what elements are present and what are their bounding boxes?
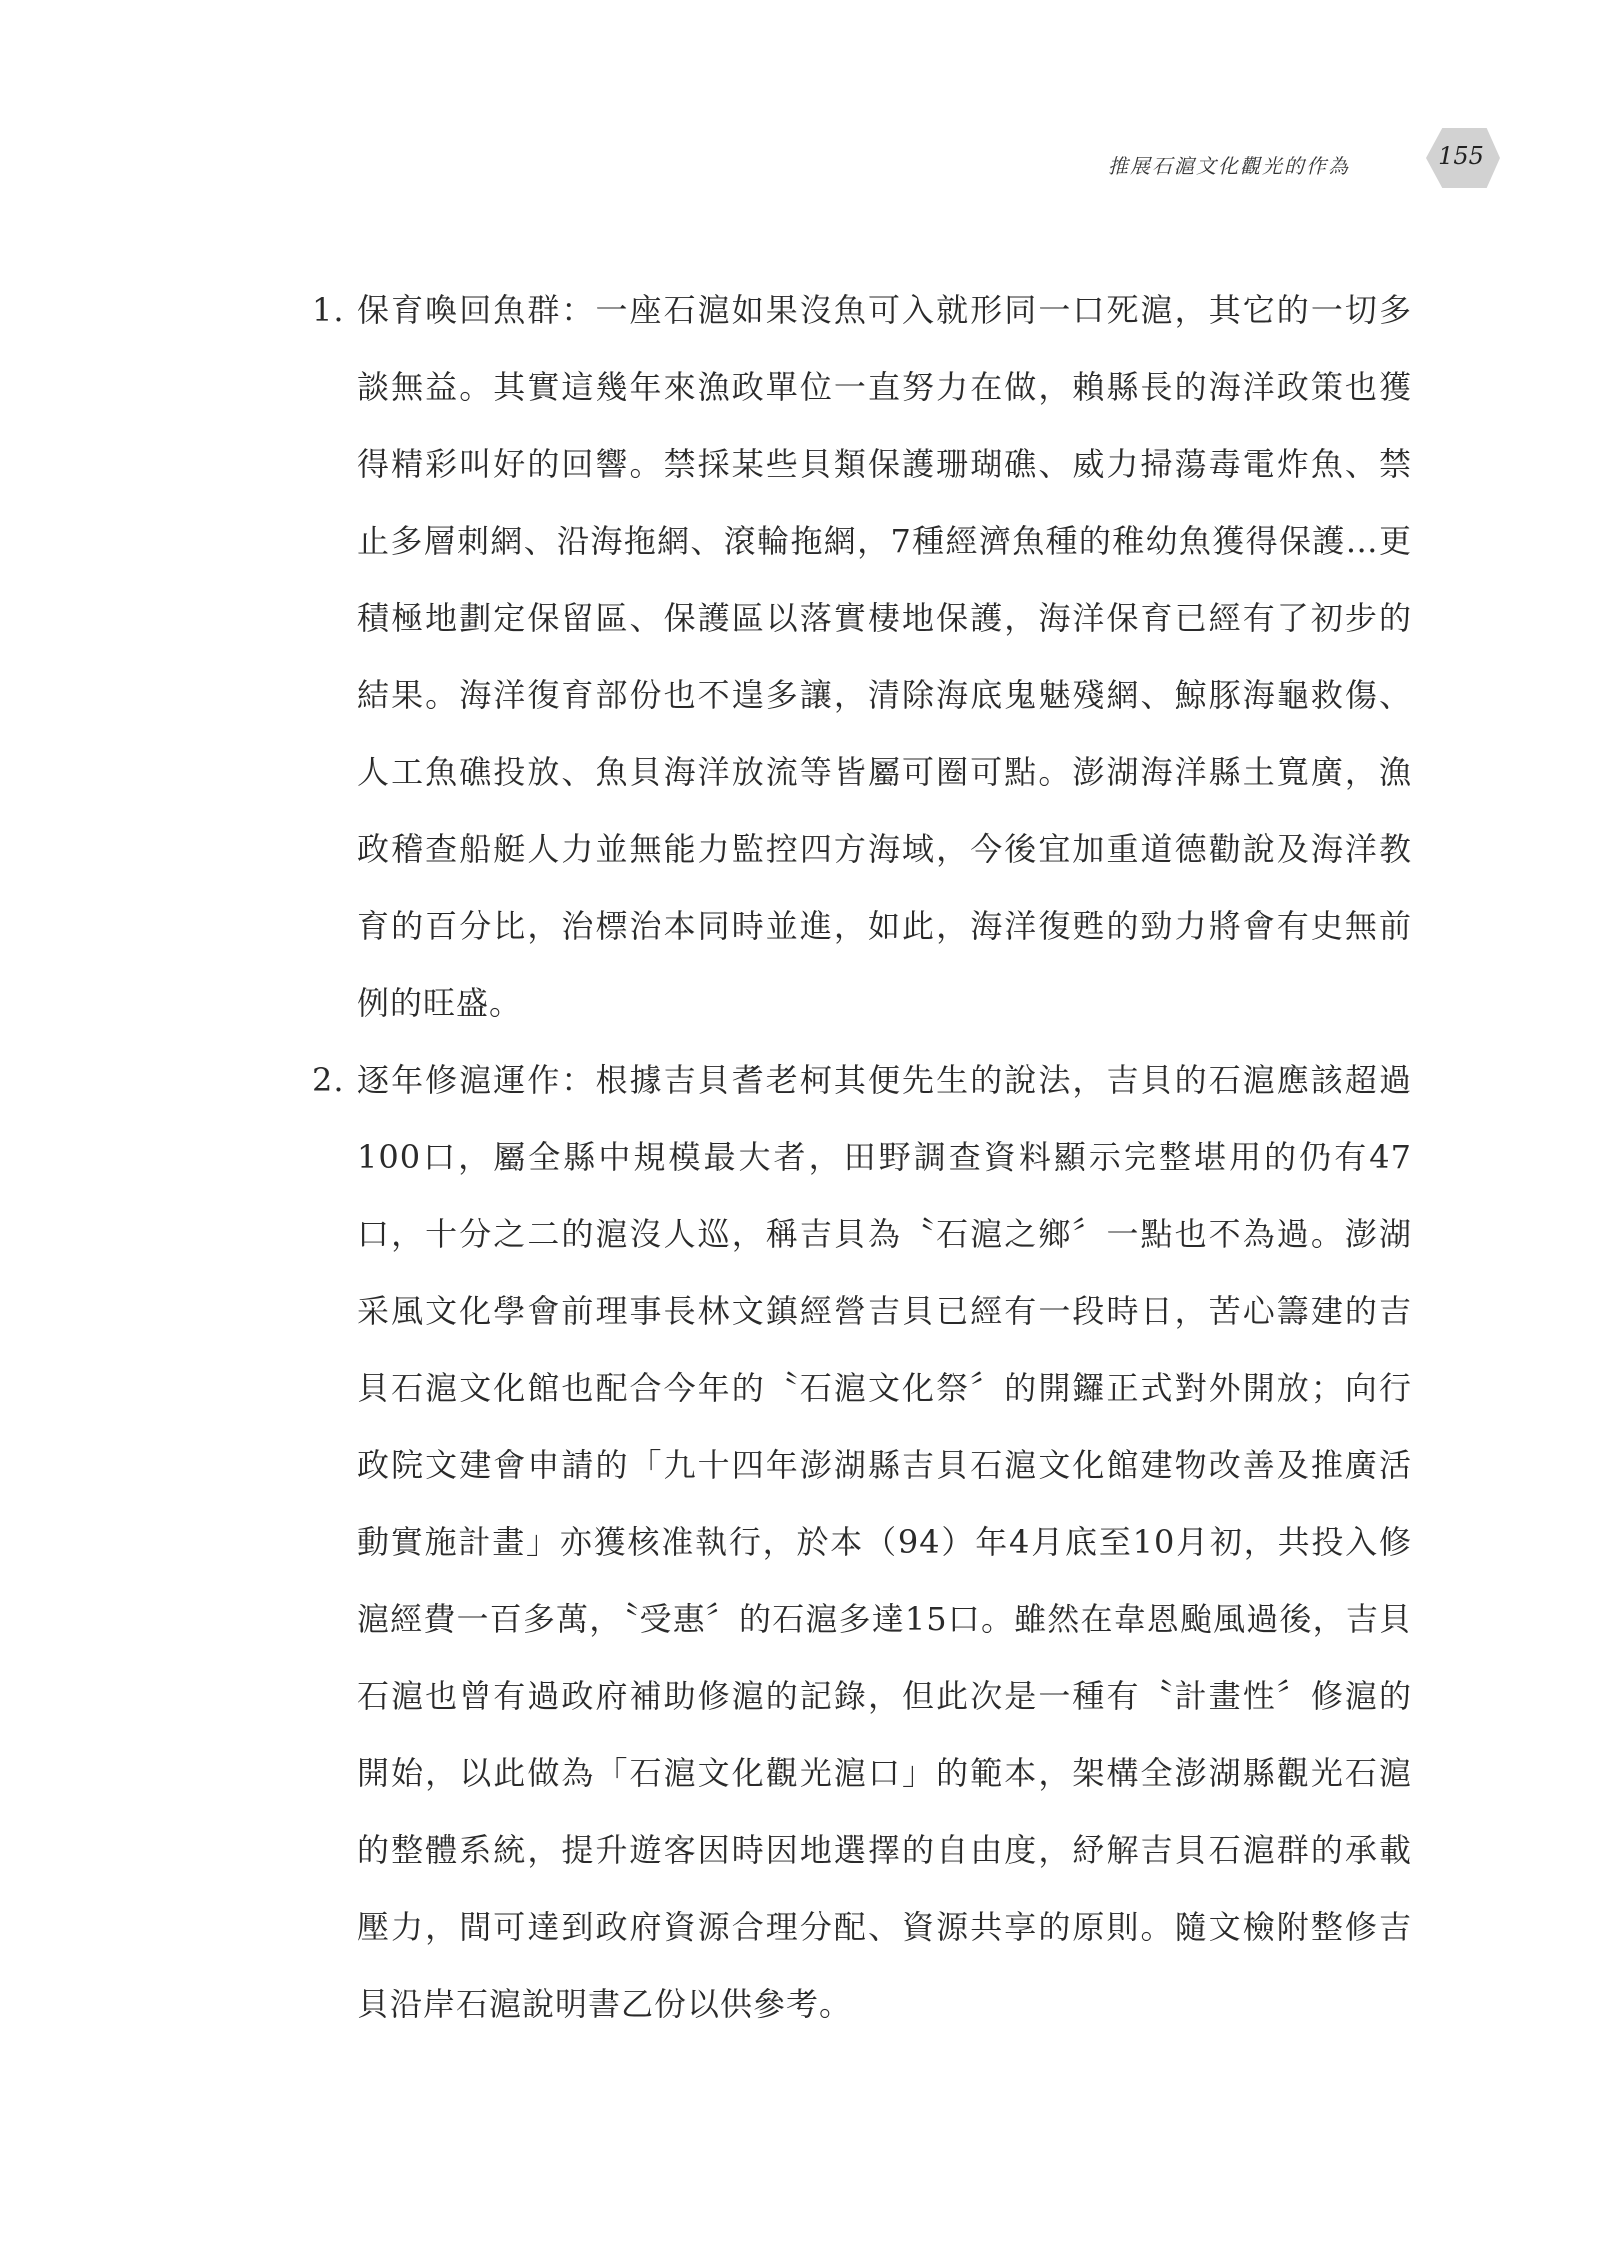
page-number: 155: [1438, 142, 1484, 170]
list-item-text: 逐年修滬運作：根據吉貝耆老柯其便先生的說法，吉貝的石滬應該超過100口，屬全縣中規模最大者，田野調查資料顯示完整堪用的仍有47口，十分之二的滬沒人巡，稱吉貝為〝石滬之鄉〞一點也不為過。澎湖采風文化學會前理事長林文鎮經營吉貝已經有一段時日，苦心籌建的吉貝石滬文化館也配合今年的〝石滬文化祭〞的開鑼正式對外開放；向行政院文建會申請的「九十四年澎湖縣吉貝石滬文化館建物改善及推廣活動實施計畫」亦獲核准執行，於本（94）年4月底至10月初，共投入修滬經費一百多萬，〝受惠〞的石滬多達15口。雖然在韋恩颱風過後，吉貝石滬也曾有過政府補助修滬的記錄，但此次是一種有〝計畫性〞修滬的開始，以此做為「石滬文化觀光滬口」的範本，架構全澎湖縣觀光石滬的整體系統，提升遊客因時因地選擇的自由度，紓解吉貝石滬群的承載壓力，間可達到政府資源合理分配、資源共享的原則。隨文檢附整修吉貝沿岸石滬說明書乙份以供參考。: [357, 1061, 1412, 2023]
body-text: [312, 272, 1412, 2043]
running-title: 推展石滬文化觀光的作為: [1108, 154, 1350, 178]
list-item-1: [312, 272, 1412, 1042]
list-item-number: 1.: [312, 291, 345, 329]
list-item-number: 2.: [312, 1061, 345, 1099]
list-item-2: [312, 1042, 1412, 2043]
list-item-text: 保育喚回魚群：一座石滬如果沒魚可入就形同一口死滬，其它的一切多談無益。其實這幾年來漁政單位一直努力在做，賴縣長的海洋政策也獲得精彩叫好的回響。禁採某些貝類保護珊瑚礁、威力掃蕩毒電炸魚、禁止多層刺網、沿海拖網、滾輪拖網，7種經濟魚種的稚幼魚獲得保護…更積極地劃定保留區、保護區以落實棲地保護，海洋保育已經有了初步的結果。海洋復育部份也不遑多讓，清除海底鬼魅殘網、鯨豚海龜救傷、人工魚礁投放、魚貝海洋放流等皆屬可圈可點。澎湖海洋縣土寬廣，漁政稽查船艇人力並無能力監控四方海域，今後宜加重道德勸說及海洋教育的百分比，治標治本同時並進，如此，海洋復甦的勁力將會有史無前例的旺盛。: [357, 291, 1412, 1022]
page-header: [1080, 128, 1500, 188]
